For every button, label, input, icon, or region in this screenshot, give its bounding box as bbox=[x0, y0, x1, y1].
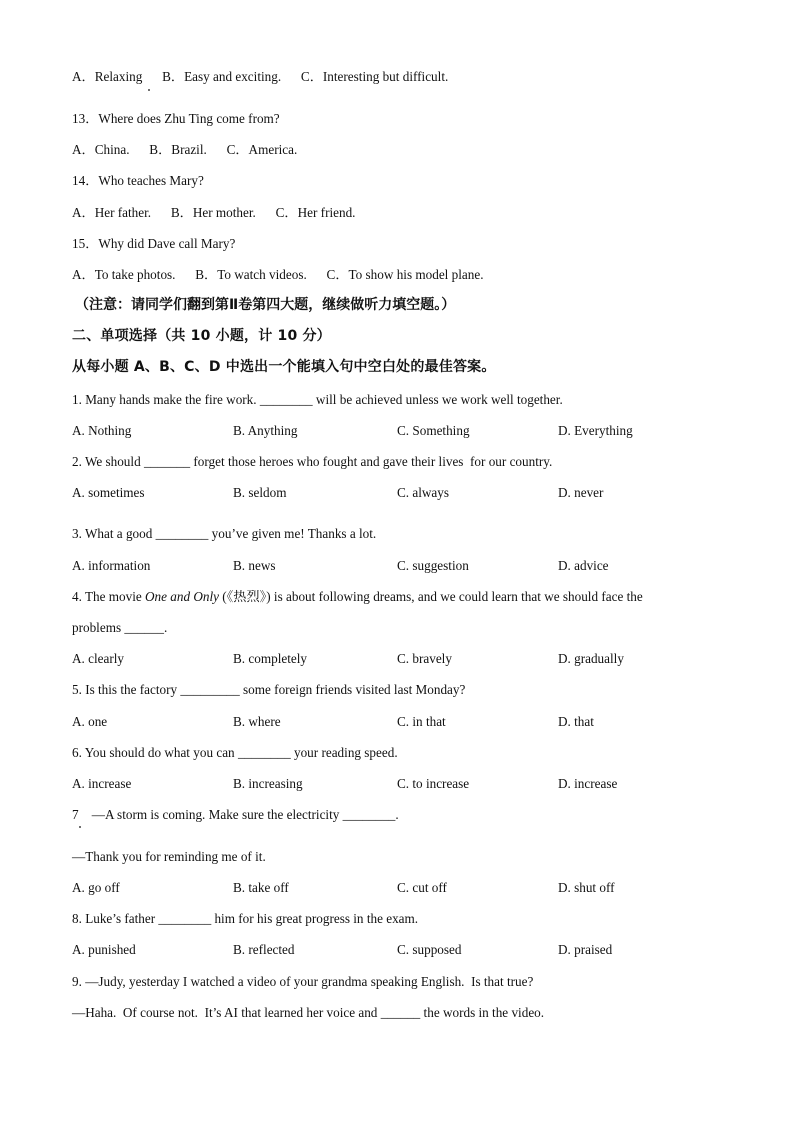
item-2-options bbox=[72, 485, 732, 501]
option-c: C. supposed bbox=[397, 942, 462, 957]
section-instruction: 从每小题 A、B、C、D 中选出一个能填入句中空白处的最佳答案。 bbox=[72, 359, 496, 375]
option-d: D. Everything bbox=[558, 423, 633, 438]
q15-question: 15．Why did Dave call Mary? bbox=[72, 236, 236, 251]
item-7-options bbox=[72, 880, 732, 896]
scan-dot bbox=[148, 89, 150, 91]
scan-dot bbox=[79, 826, 81, 828]
item-8-stem: 8. Luke’s father ________ him for his great progress in the exam. bbox=[72, 911, 419, 926]
item-4-stem-continued: problems ______. bbox=[72, 620, 168, 635]
item-7-stem: 7 —A storm is coming. Make sure the electricity ________. bbox=[72, 807, 399, 822]
option-a: A. Nothing bbox=[72, 423, 132, 438]
option-b: B. increasing bbox=[233, 776, 303, 791]
option-a: A. go off bbox=[72, 880, 120, 895]
section-title: 二、单项选择（共 10 小题，计 10 分） bbox=[72, 328, 331, 344]
option-b: B. Anything bbox=[233, 423, 298, 438]
item-6-options bbox=[72, 776, 732, 792]
option-d: D. praised bbox=[558, 942, 613, 957]
item-7-stem-continued: —Thank you for reminding me of it. bbox=[72, 849, 266, 864]
q14-options: A．Her father. B．Her mother. C．Her friend. bbox=[72, 205, 356, 220]
option-c: C. bravely bbox=[397, 651, 452, 666]
item-4-stem bbox=[72, 589, 643, 605]
option-d: D. advice bbox=[558, 558, 609, 573]
movie-title: One and Only bbox=[145, 589, 219, 604]
item-4-options bbox=[72, 651, 732, 667]
item-4-stem-suffix: (《热烈》) is about following dreams, and we could learn that we should face the bbox=[219, 589, 643, 604]
option-d: D. shut off bbox=[558, 880, 615, 895]
option-a: A. one bbox=[72, 714, 108, 729]
q15-options: A．To take photos. B．To watch videos. C．To show his model plane. bbox=[72, 267, 484, 282]
option-c: C. suggestion bbox=[397, 558, 469, 573]
option-b: B. seldom bbox=[233, 485, 287, 500]
option-a: A. punished bbox=[72, 942, 136, 957]
item-9-stem-continued: —Haha. Of course not. It’s AI that learned her voice and ______ the words in the video. bbox=[72, 1005, 545, 1020]
option-c: C. cut off bbox=[397, 880, 447, 895]
item-3-stem: 3. What a good ________ you’ve given me! Thanks a lot. bbox=[72, 526, 377, 541]
item-1-stem: 1. Many hands make the fire work. ________ will be achieved unless we work well together. bbox=[72, 392, 563, 407]
option-a: A. sometimes bbox=[72, 485, 145, 500]
q14-question: 14．Who teaches Mary? bbox=[72, 173, 204, 188]
q13-question: 13．Where does Zhu Ting come from? bbox=[72, 111, 280, 126]
item-8-options bbox=[72, 942, 732, 958]
option-b: B. take off bbox=[233, 880, 289, 895]
option-d: D. never bbox=[558, 485, 604, 500]
item-5-stem: 5. Is this the factory _________ some foreign friends visited last Monday? bbox=[72, 682, 466, 697]
option-a: A. information bbox=[72, 558, 151, 573]
item-1-options bbox=[72, 423, 732, 439]
option-a: A. increase bbox=[72, 776, 132, 791]
option-c: C. always bbox=[397, 485, 450, 500]
option-c: C. in that bbox=[397, 714, 446, 729]
option-d: D. gradually bbox=[558, 651, 624, 666]
turn-page-note: （注意：请同学们翻到第Ⅱ卷第四大题，继续做听力填空题。） bbox=[75, 297, 456, 313]
option-b: B. reflected bbox=[233, 942, 295, 957]
option-c: C. to increase bbox=[397, 776, 470, 791]
q13-options: A．China. B．Brazil. C．America. bbox=[72, 142, 298, 157]
option-d: D. increase bbox=[558, 776, 618, 791]
item-4-stem-prefix: 4. The movie bbox=[72, 589, 146, 604]
option-b: B. news bbox=[233, 558, 276, 573]
item-2-stem: 2. We should _______ forget those heroes who fought and gave their lives for our country. bbox=[72, 454, 553, 469]
item-5-options bbox=[72, 714, 732, 730]
option-c: C. Something bbox=[397, 423, 470, 438]
item-6-stem: 6. You should do what you can ________ your reading speed. bbox=[72, 745, 398, 760]
option-d: D. that bbox=[558, 714, 594, 729]
q12-options: A．Relaxing B．Easy and exciting. C．Interesting but difficult. bbox=[72, 69, 449, 84]
item-9-stem: 9. —Judy, yesterday I watched a video of your grandma speaking English. Is that true? bbox=[72, 974, 534, 989]
option-b: B. completely bbox=[233, 651, 307, 666]
item-3-options bbox=[72, 558, 732, 574]
option-b: B. where bbox=[233, 714, 281, 729]
option-a: A. clearly bbox=[72, 651, 124, 666]
